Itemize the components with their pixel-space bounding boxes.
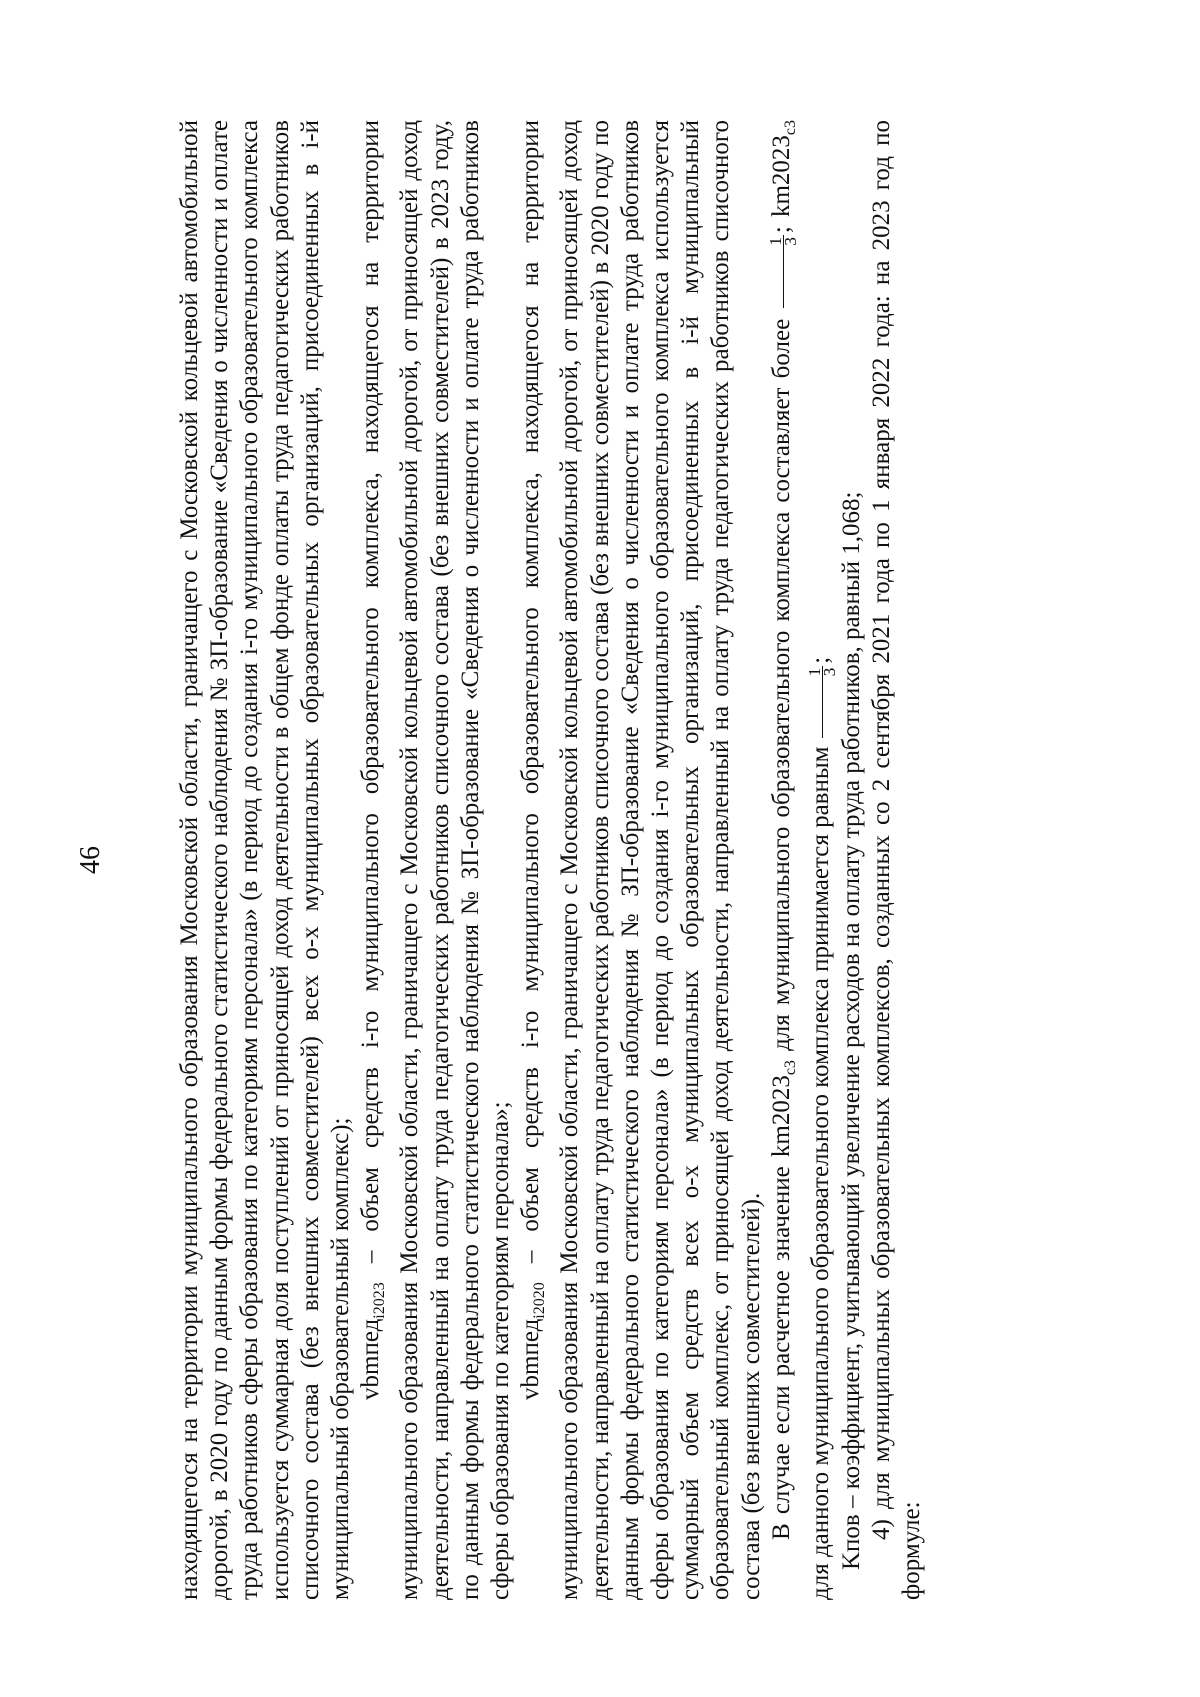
km-condition-text-c: ; km2023: [767, 135, 795, 234]
rotated-text-block: [75, 120, 927, 1600]
fraction-numerator: 1: [769, 235, 784, 308]
vbmped-2020-definition: – объем средств i-го муниципального образовательного комплекса, находящегося на территории муниципального образования Московской области, граничащего с Московской кольцевой автомобильной дорогой, от приносящей доход деятельности, направленный на оплату труда педагогических работников списочного состава (без внешних совместителей) в 2020 году по данным формы федерального статистического наблюдения № ЗП-образование «Сведения о численности и оплате труда работников сферы образования по категориям персонала» (в период до создания i-го муниципального образовательного комплекса используется суммарный объем средств всех о-х муниципальных образовательных организаций, присоединенных в i-й муниципальный образовательный комплекс, от приносящей доход деятельности, направленный на оплату труда педагогических работников списочного состава (без внешних совместителей).: [517, 120, 765, 1600]
km-subscript: c3: [781, 1060, 799, 1076]
paragraph-km-condition: [767, 120, 837, 1600]
km-condition-text-a: В случае если расчетное значение km2023: [767, 1075, 795, 1540]
fraction-one-third: [765, 235, 800, 308]
vbmped-subscript-2020: i2020: [531, 1282, 549, 1319]
vbmped-2023-definition: – объем средств i-го муниципального образовательного комплекса, находящегося на территории муниципального образования Московской области, граничащего с Московской кольцевой автомобильной дорогой, от приносящей доход деятельности, направленный на оплату труда педагогических работников списочного состава (без внешних совместителей) в 2023 году, по данным формы федерального статистического наблюдения № ЗП-образование «Сведения о численности и оплате труда работников сферы образования по категориям персонала»;: [357, 120, 515, 1600]
km-subscript-2: c3: [781, 120, 799, 136]
vbmped-symbol-2: vbmпед: [517, 1318, 545, 1400]
paragraph-kpov: Kпов – коэффициент, учитывающий увеличение расходов на оплату труда работников, равный 1,068;: [837, 491, 865, 1570]
page-number: 46: [75, 846, 106, 874]
paragraph-1: находящегося на территории муниципального образования Московской области, граничащего с Московской кольцевой автомобильной дорогой, в 2020 году по данным формы федерального статистического наблюдения № ЗП-образование «Сведения о численности и оплате труда работников сферы образования по категориям персонала» (в период до создания i-го муниципального образовательного комплекса используется суммарная доля поступлений от приносящей доход деятельности в общем фонде оплаты труда педагогических работников списочного состава (без внешних совместителей) всех о-х муниципальных образовательных организаций, присоединенных в i-й муниципальный образовательный комплекс);: [176, 120, 355, 1600]
km-condition-text-d: для данного муниципального образовательного комплекса принимается равным: [807, 740, 835, 1600]
km-condition-text-e: ;: [807, 656, 835, 664]
paragraph-vbmped-2020: [516, 120, 767, 1600]
vbmped-symbol: vbmпед: [357, 1318, 385, 1400]
paragraph-vbmped-2023: [356, 120, 516, 1600]
km-condition-text-b: для муниципального образовательного комплекса составляет более: [767, 309, 795, 1061]
fraction-numerator-2: 1: [808, 666, 823, 739]
fraction-denominator: 3: [780, 237, 800, 246]
fraction-one-third-2: [804, 666, 839, 739]
paragraph-item-4: 4) для муниципальных образовательных комплексов, созданных со 2 сентября 2021 года по 1 января 2022 года: на 2023 год по формуле:: [868, 120, 926, 1600]
fraction-denominator-2: 3: [819, 667, 839, 677]
vbmped-subscript-2023: i2023: [371, 1282, 389, 1319]
